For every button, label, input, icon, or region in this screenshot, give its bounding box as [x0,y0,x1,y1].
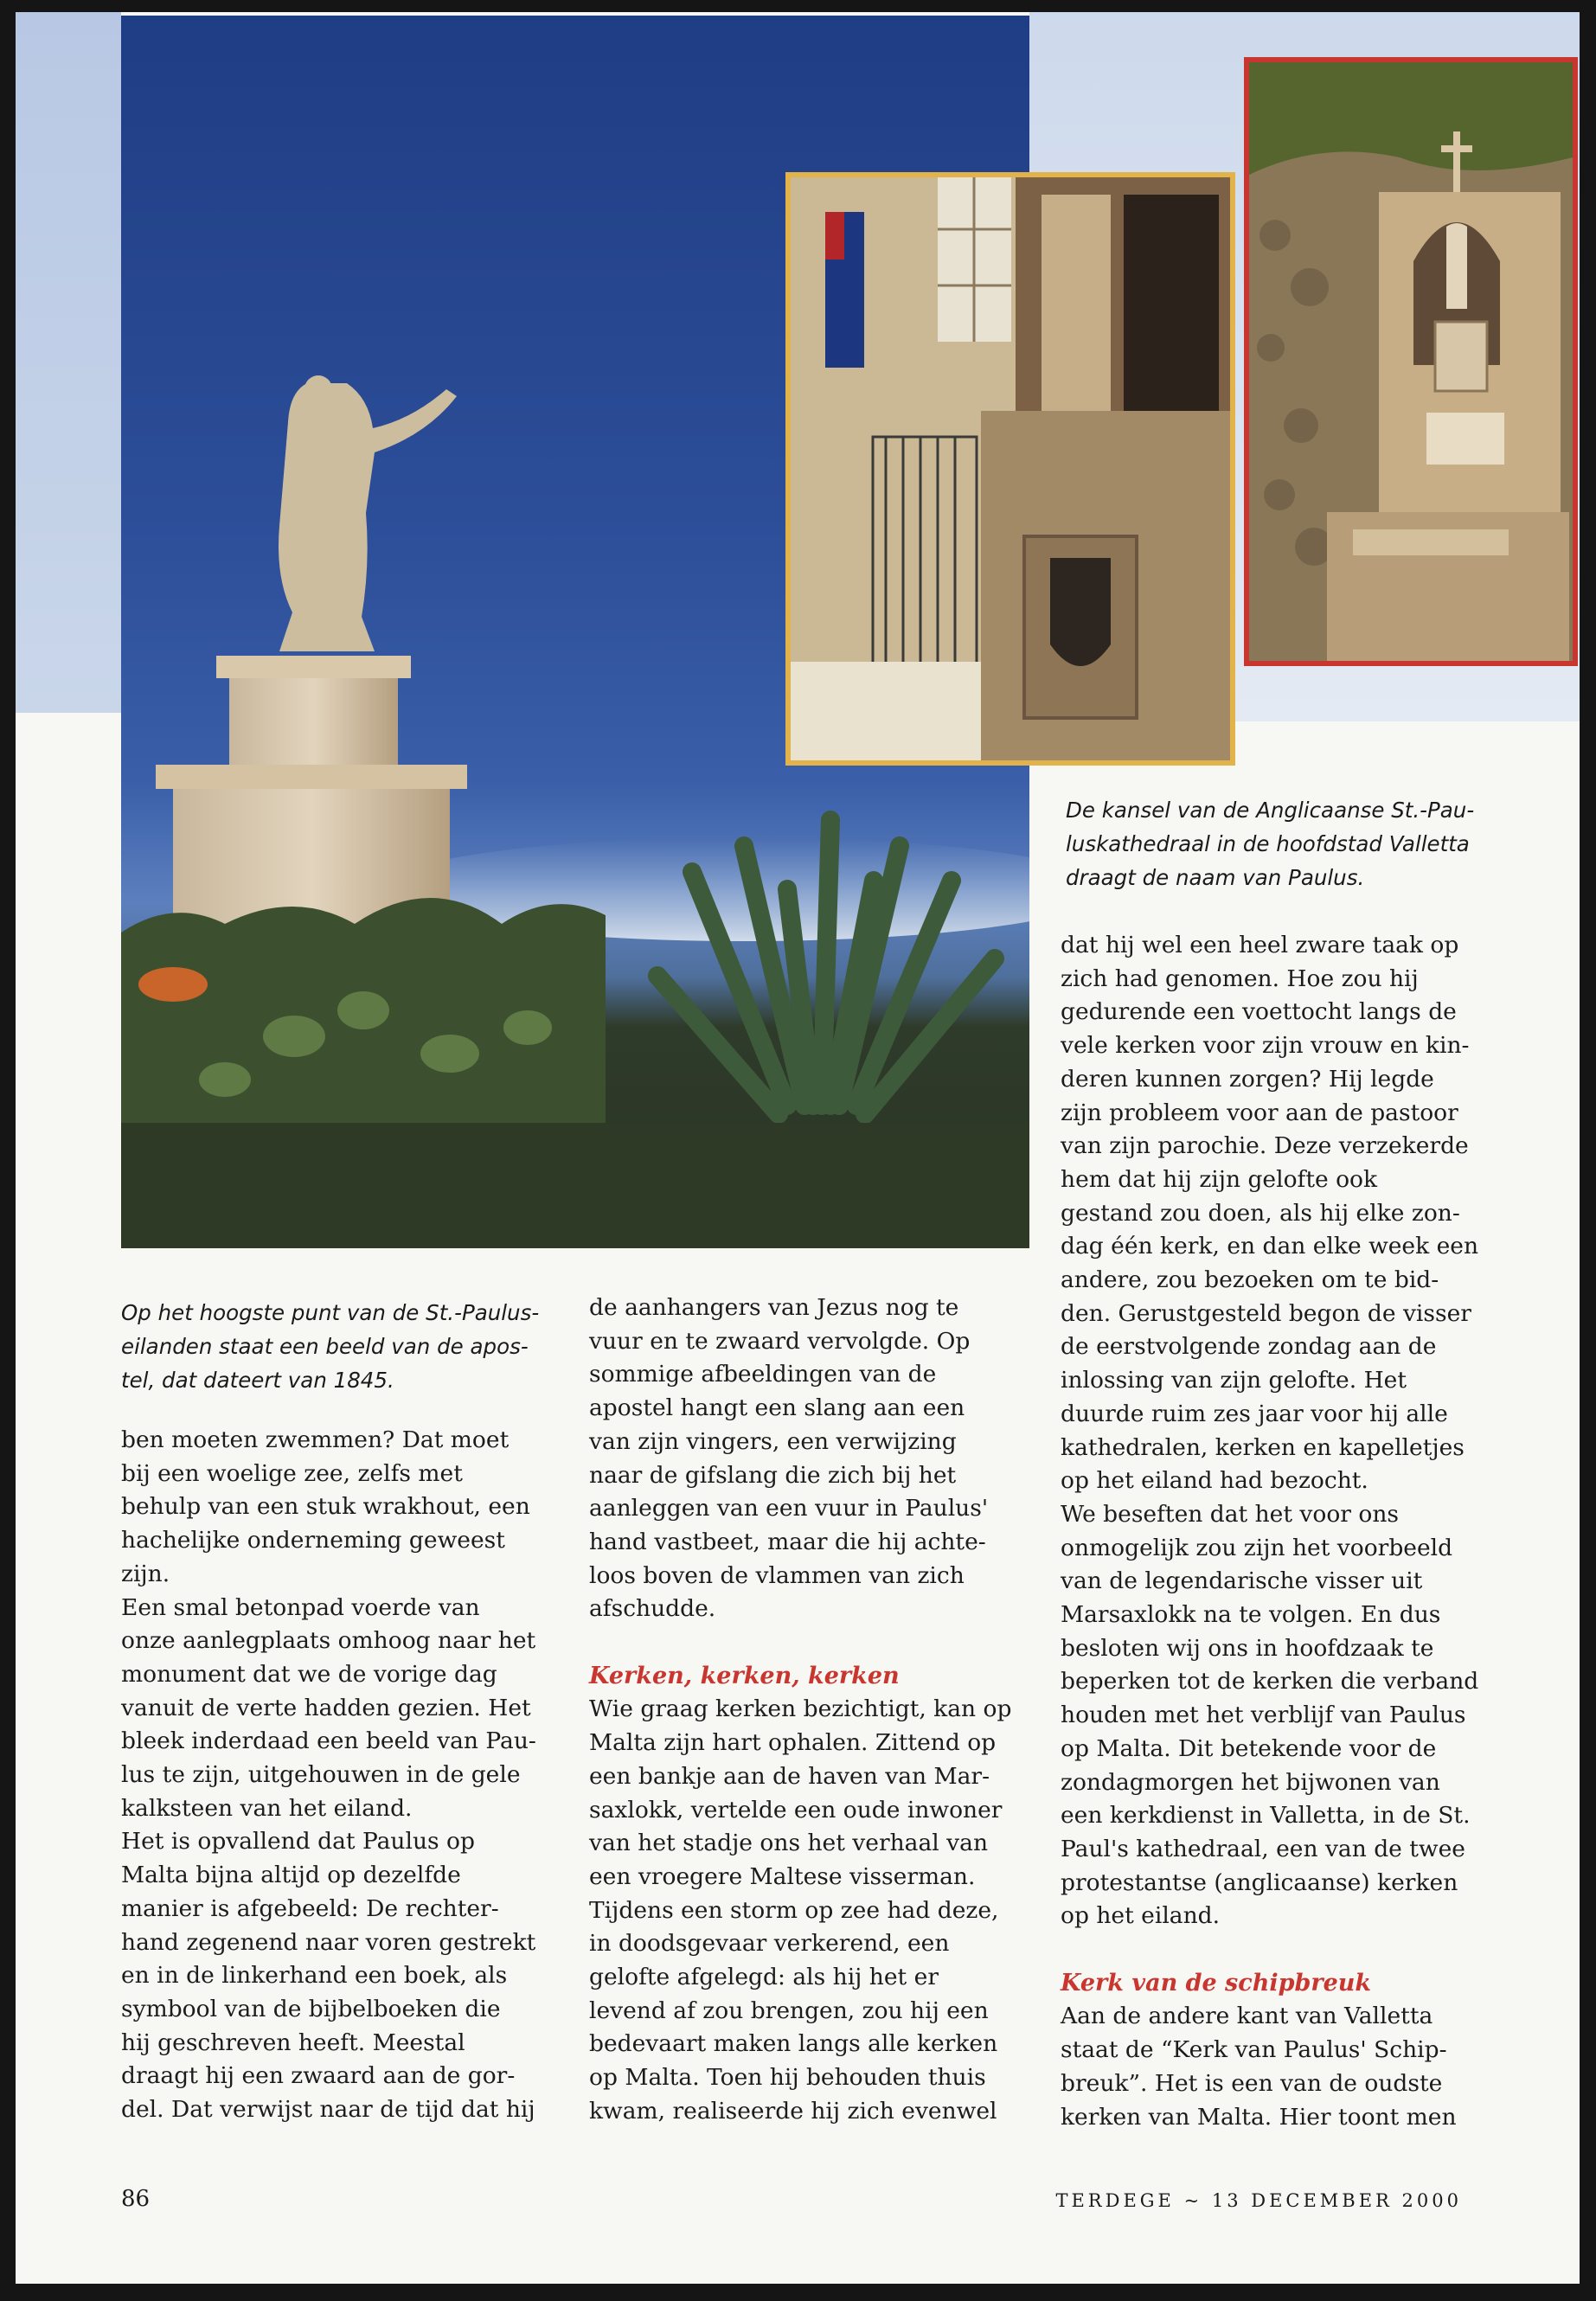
column-2-section-body [589,1693,1011,2128]
page-number: 86 [121,2186,151,2212]
text-line: bij een woelige zee, zelfs met [121,1459,463,1487]
caption-line: Op het hoogste punt van de St.-Paulus- [121,1300,540,1325]
section-heading-kerken: Kerken, kerken, kerken [589,1662,900,1689]
text-line: ben moeten zwemmen? Dat moet [121,1426,510,1453]
text-line: van zijn vingers, een verwijzing [589,1427,957,1455]
text-line: zijn probleem voor aan de pastoor [1061,1099,1458,1126]
text-line: Het is opvallend dat Paulus op [121,1828,475,1856]
paragraph-gap [589,1626,1011,1660]
text-line: hand vastbeet, maar die hij achte- [589,1528,986,1555]
text-line: kalksteen van het eiland. [121,1794,413,1822]
text-line: levend af zou brengen, zou hij een [589,1997,989,2024]
text-line: Marsaxlokk na te volgen. En dus [1061,1601,1441,1629]
text-line: een vroegere Maltese visserman. [589,1862,976,1890]
article-column-3 [1061,929,1478,2134]
magazine-page [16,12,1580,2284]
text-line: Wie graag kerken bezichtigt, kan op [589,1695,1012,1723]
text-line: de eerstvolgende zondag aan de [1061,1333,1437,1361]
text-line: sommige afbeeldingen van de [589,1361,937,1388]
text-line: op Malta. Toen hij behouden thuis [589,2064,986,2092]
publication-footer: TERDEGE ~ 13 DECEMBER 2000 [1055,2190,1462,2211]
text-line: draagt hij een zwaard aan de gor- [121,2062,516,2090]
text-line: de aanhangers van Jezus nog te [589,1294,959,1321]
text-line: hem dat hij zijn gelofte ook [1061,1165,1378,1193]
text-line: aanleggen van een vuur in Paulus' [589,1495,989,1522]
text-line: zondagmorgen het bijwonen van [1061,1768,1440,1796]
text-line: op het eiland. [1061,1902,1221,1930]
text-line: gestand zou doen, als hij elke zon- [1061,1199,1460,1227]
text-line: bedevaart maken langs alle kerken [589,2030,998,2058]
text-line: staat de “Kerk van Paulus' Schip- [1061,2036,1447,2064]
text-line: van zijn parochie. Deze verzekerde [1061,1132,1469,1160]
text-line: del. Dat verwijst naar de tijd dat hij [121,2096,535,2124]
text-line: monument dat we de vorige dag [121,1660,497,1688]
text-line: van het stadje ons het verhaal van [589,1830,989,1857]
text-line: zich had genomen. Hoe zou hij [1061,965,1419,992]
text-line: dag één kerk, en dan elke week een [1061,1233,1479,1260]
text-line: een bankje aan de haven van Mar- [589,1762,990,1790]
text-line: Malta bijna altijd op dezelfde [121,1862,461,1889]
text-line: breuk”. Het is een van de oudste [1061,2069,1443,2097]
text-line: zijn. [121,1560,170,1587]
text-line: hij geschreven heeft. Meestal [121,2029,465,2056]
text-line: manier is afgebeeld: De rechter- [121,1894,499,1922]
caption-line: tel, dat dateert van 1845. [121,1368,394,1393]
text-line: bleek inderdaad een beeld van Pau- [121,1727,536,1755]
text-line: gedurende een voettocht langs de [1061,998,1457,1026]
article-column-2 [589,1292,1011,2129]
text-line: Aan de andere kant van Valletta [1061,2003,1433,2030]
text-line: den. Gerustgesteld begon de visser [1061,1299,1471,1327]
text-line: behulp van een stuk wrakhout, een [121,1493,530,1521]
column-3-paragraphs [1061,929,1478,1933]
text-line: apostel hangt een slang aan een [589,1394,965,1422]
column-2-paragraphs [589,1292,1011,1626]
text-line: beperken tot de kerken die verband [1061,1668,1479,1695]
text-line: kerken van Malta. Hier toont men [1061,2103,1457,2131]
text-line: kathedralen, kerken en kapelletjes [1061,1433,1465,1461]
text-line: kwam, realiseerde hij zich evenwel [589,2097,997,2125]
caption-line: De kansel van de Anglicaanse St.-Pau- [1066,798,1475,823]
text-line: protestantse (anglicaanse) kerken [1061,1868,1458,1896]
caption-line: draagt de naam van Paulus. [1066,865,1365,890]
text-line: We beseften dat het voor ons [1061,1500,1399,1528]
text-line: in doodsgevaar verkerend, een [589,1930,950,1958]
text-line: Malta zijn hart ophalen. Zittend op [589,1729,997,1757]
text-line: op Malta. Dit betekende voor de [1061,1734,1437,1762]
text-line: lus te zijn, uitgehouwen in de gele [121,1761,521,1789]
text-line: Paul's kathedraal, een van de twee [1061,1835,1465,1862]
text-line: onmogelijk zou zijn het voorbeeld [1061,1534,1453,1561]
text-line: vanuit de verte hadden gezien. Het [121,1694,531,1721]
article-column-1 [121,1424,536,2127]
text-line: van de legendarische visser uit [1061,1567,1423,1595]
text-line: onze aanlegplaats omhoog naar het [121,1627,536,1655]
text-line: loos boven de vlammen van zich [589,1561,965,1589]
column-3-section-body [1061,2000,1478,2134]
text-line: saxlokk, vertelde een oude inwoner [589,1796,1003,1823]
text-line: naar de gifslang die zich bij het [589,1461,957,1489]
cathedral-interior-illustration [791,177,1230,760]
text-line: inlossing van zijn gelofte. Het [1061,1367,1407,1394]
text-line: duurde ruim zes jaar voor hij alle [1061,1400,1448,1427]
text-line: een kerkdienst in Valletta, in de St. [1061,1802,1471,1830]
cathedral-interior-photo [785,172,1235,766]
caption-line: eilanden staat een beeld van de apos- [121,1334,529,1359]
text-line: op het eiland had bezocht. [1061,1467,1368,1495]
text-line: besloten wij ons in hoofdzaak te [1061,1634,1434,1662]
caption-statue [121,1296,580,1397]
text-line: vele kerken voor zijn vrouw en kin- [1061,1032,1470,1060]
shrine-photo [1244,57,1578,666]
text-line: afschudde. [589,1595,716,1623]
text-line: hand zegenend naar voren gestrekt [121,1928,536,1956]
text-line: en in de linkerhand een boek, als [121,1962,508,1990]
caption-cathedral-pulpit [1066,793,1507,894]
text-line: gelofte afgelegd: als hij het er [589,1964,939,1991]
text-line: houden met het verblijf van Paulus [1061,1702,1466,1729]
sky-background-left [16,12,121,713]
text-line: Een smal betonpad voerde van [121,1593,480,1621]
text-line: dat hij wel een heel zware taak op [1061,932,1459,958]
text-line: Tijdens een storm op zee had deze, [589,1896,999,1924]
shrine-illustration [1249,62,1573,661]
text-line: deren kunnen zorgen? Hij legde [1061,1065,1434,1093]
caption-line: luskathedraal in de hoofdstad Valletta [1066,831,1470,856]
section-heading-schipbreuk: Kerk van de schipbreuk [1061,1969,1372,1997]
text-line: andere, zou bezoeken om te bid- [1061,1266,1439,1294]
text-line: symbool van de bijbelboeken die [121,1995,501,2022]
text-line: vuur en te zwaard vervolgde. Op [589,1327,971,1355]
text-line: hachelijke onderneming geweest [121,1527,505,1554]
paragraph-gap [1061,1933,1478,1967]
